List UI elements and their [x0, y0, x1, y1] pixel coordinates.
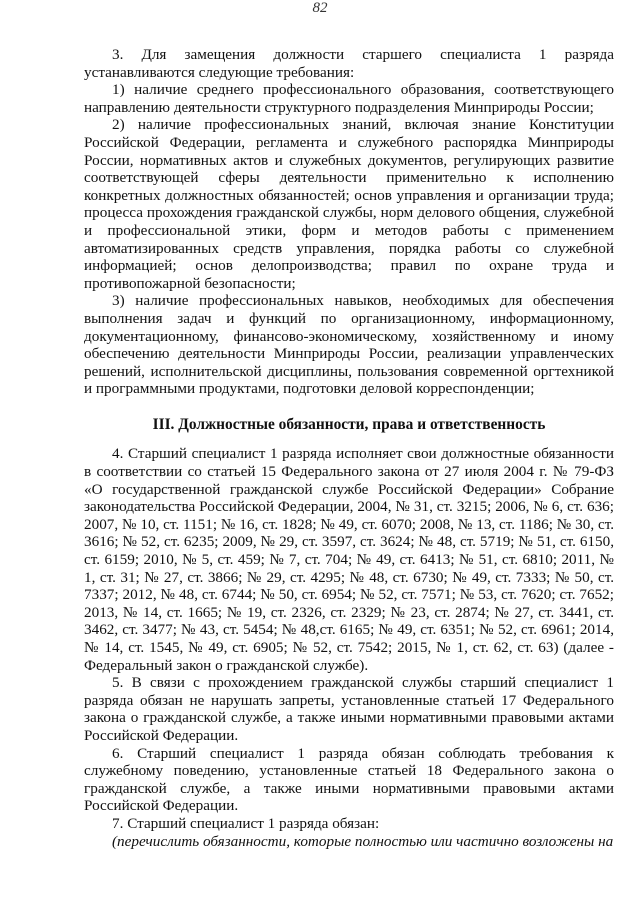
paragraph-6-conduct: 6. Старший специалист 1 разряда обязан соблюдать требования к служебному поведению, установленные статьей 18 Федерального закона о гражданской службе, а также иными нормативными правовыми актами Российской Федерации.	[84, 744, 614, 815]
page-number: 82	[312, 0, 328, 16]
paragraph-7-obligations: 7. Старший специалист 1 разряда обязан:	[112, 814, 380, 832]
paragraph-requirement-2: 2) наличие профессиональных знаний, включая знание Конституции Российской Федерации, регламента и служебного распорядка Минприроды России, нормативных актов и служебных документов, регулирующих развитие соответствующей сферы деятельности применительно к исполнению конкретных должностных обязанностей; основ управления и организации труда; процесса прохождения гражданской службы, норм делового общения, служебной и профессиональной этики, форм и методов работы с применением автоматизированных средств управления, порядка работы со служебной информацией; основ делопроизводства; правил по охране труда и противопожарной безопасности;	[84, 116, 614, 292]
paragraph-5-prohibitions: 5. В связи с прохождением гражданской службы старший специалист 1 разряда обязан не нарушать запреты, установленные статьей 17 Федерального закона о гражданской службе, а также иными нормативными правовыми актами Российской Федерации.	[84, 674, 614, 744]
document-body	[84, 46, 614, 850]
section-heading: III. Должностные обязанности, права и ответственность	[152, 415, 546, 433]
paragraph-requirement-1: 1) наличие среднего профессионального образования, соответствующего направлению деятельности структурного подразделения Минприроды России;	[84, 81, 614, 116]
paragraph-4-duties: 4. Старший специалист 1 разряда исполняет свои должностные обязанности в соответствии со статьей 15 Федерального закона от 27 июля 2004 г. № 79-ФЗ «О государственной гражданской службе Российской Федерации» Собрание законодательства Российской Федерации, 2004, № 31, ст. 3215; 2006, № 6, ст. 636; 2007, № 10, ст. 1151; № 16, ст. 1828; № 49, ст. 6070; 2008, № 13, ст. 1186; № 30, ст. 3616; № 52, ст. 6235; 2009, № 29, ст. 3597, ст. 3624; № 48, ст. 5719; № 51, ст. 6150, ст. 6159; 2010, № 5, ст. 459; № 7, ст. 704; № 49, ст. 6413; № 51, ст. 6810; 2011, № 1, ст. 31; № 27, ст. 3866; № 29, ст. 4295; № 48, ст. 6730; № 49, ст. 7333; № 50, ст. 7337; 2012, № 48, ст. 6744; № 50, ст. 6954; № 52, ст. 7571; № 53, ст. 7620; ст. 7652; 2013, № 14, ст. 1665; № 19, ст. 2326, ст. 2329; № 23, ст. 2874; № 27, ст. 3441, ст. 3462, ст. 3477; № 43, ст. 5454; № 48,ст. 6165; № 49, ст. 6351; № 52, ст. 6961; 2014, № 14, ст. 1545, № 49, ст. 6905; № 52, ст. 7542; 2015, № 1, ст. 62, ст. 63) (далее - Федеральный закон о гражданской службе).	[84, 445, 614, 674]
paragraph-3-requirements: 3. Для замещения должности старшего специалиста 1 разряда устанавливаются следующие требования:	[84, 46, 614, 81]
paragraph-requirement-3: 3) наличие профессиональных навыков, необходимых для обеспечения выполнения задач и функций по организационному, информационному, документационному, финансово-экономическому, хозяйственному и иному обеспечению деятельности Минприроды России, реализации управленческих решений, исполнительской дисциплины, пользования современной оргтехникой и программными продуктами, подготовки деловой корреспонденции;	[84, 292, 614, 398]
italic-instruction-note: (перечислить обязанности, которые полностью или частично возложены на	[112, 832, 614, 850]
